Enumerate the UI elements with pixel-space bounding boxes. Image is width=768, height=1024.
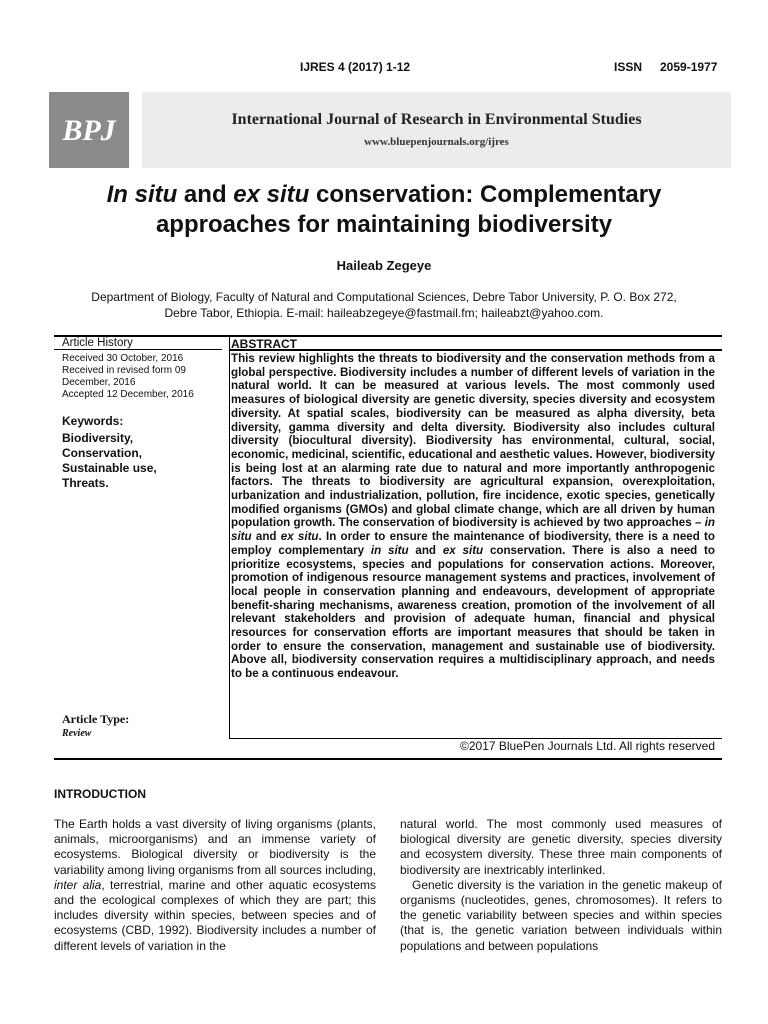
logo-text: BPJ [62,114,116,147]
abstract-text: conservation. There is also a need to prioritize ecosystems, species and populations for conservation actions. Moreover, promotion of indigenous resource management systems and practices, involvement of local people in conservation planning and endeavours, development of appropriate benefit-sharing mechanisms, awareness creation, promotion of the involvement of all relevant stakeholders and provision of adequate human, financial and physical resources for conservation efforts are important measures that should be taken in order to ensure the conservation, management and sustainable use of biodiversity. Above all, biodiversity conservation requires a multidisciplinary approach, and needs to be a continuous endeavour. [231,543,715,681]
abstract-text: and [251,530,281,544]
abstract-emphasis: in situ [231,516,715,544]
abstract-header-underline [229,349,722,351]
body-column-left [54,817,376,954]
abstract-emphasis: ex situ [442,543,484,557]
abstract-text: . In order to ensure the maintenance of biodiversity, there is a need to employ complementary [231,530,716,557]
author-affiliation [60,289,708,321]
accepted-date: Accepted 12 December, 2016 [62,389,194,400]
title-part-4: conservation: Complementary [309,181,662,208]
article-info-bottom-rule [54,758,722,760]
title-part-3: ex situ [233,181,310,208]
issn-label: ISSN [614,60,643,74]
title-part-2: and [177,181,234,208]
abstract-text: and [408,543,443,557]
journal-citation: IJRES 4 (2017) 1-12 [300,60,411,74]
body-text: The Earth holds a vast diversity of living organisms (plants, animals, microorganisms) and an immense variety of ecosystems. Biological diversity or biodiversity is the variability among living organisms from all sources including, [54,817,376,877]
abstract-divider [229,337,230,739]
publisher-logo [49,92,129,168]
article-title [40,180,728,240]
abstract-text: This review highlights the threats to biodiversity and the conservation methods from a global perspective. Biodiversity includes a number of different levels of variation in the natural world. It can be measured at various levels. The most commonly used measures of biological diversity are genetic diversity, species diversity and ecosystem diversity. At spatial scales, biodiversity can be measured as alpha diversity, beta diversity, gamma diversity and delta diversity. Biodiversity also includes cultural diversity (biocultural diversity). Biodiversity has environmental, cultural, social, economic, medicinal, scientific, educational and aesthetic values. However, biodiversity is being lost at an alarming rate due to natural and more importantly anthropogenic factors. The threats to biodiversity are agricultural expansion, overexploitation, urbanization and industrialization, pollution, fire incidence, exotic species, genetically modified organisms (GMOs) and global climate change, which are all driven by human population growth. The conservation of biodiversity is achieved by two approaches – [231,352,715,530]
abstract-emphasis: ex situ [280,530,319,544]
body-column-right [400,817,722,954]
abstract-heading: ABSTRACT [231,337,297,351]
body-paragraph: natural world. The most commonly used measures of biological diversity are genetic diversity, species diversity and ecosystem diversity. These three main components of biodiversity are inextricably interlinked. [400,817,722,877]
issn-value: 2059-1977 [660,60,718,74]
title-part-1: In situ [106,181,178,208]
body-paragraph: Genetic diversity is the variation in the genetic makeup of organisms (nucleotides, genes, chromosomes). It refers to the genetic variability between species and within species (that is, the genetic variation between individuals within populations and between populations [400,877,722,953]
abstract-body [231,352,715,681]
abstract-emphasis: in situ [370,543,409,557]
body-text: , terrestrial, marine and other aquatic ecosystems and the ecological complexes of which they are part; this includes diversity within species, between species and of ecosystems (CBD, 1992). Biodiversity includes a number of different levels of variation in the [54,877,377,953]
revised-date: Received in revised form 09 December, 2016 [62,365,186,388]
journal-name: International Journal of Research in Environmental Studies [231,111,642,128]
keyword-item: Conservation, [62,446,143,460]
keyword-item: Threats. [62,476,109,490]
history-underline [54,349,222,350]
journal-banner-text [142,92,731,168]
article-history-label: Article History [62,337,133,349]
keywords-list [62,431,222,491]
article-dates [62,353,222,401]
body-emphasis: inter alia [54,877,102,892]
article-type-label: Article Type: [62,712,130,726]
received-date: Received 30 October, 2016 [62,353,184,364]
author-name: Haileab Zegeye [336,258,432,273]
journal-banner [49,92,731,168]
article-type-value: Review [62,728,92,739]
keywords-label: Keywords: [62,414,124,428]
keyword-item: Sustainable use, [62,461,157,475]
keyword-item: Biodiversity, [62,431,134,445]
journal-url[interactable]: www.bluepenjournals.org/ijres [364,136,509,148]
affiliation-line-1: Department of Biology, Faculty of Natural and Computational Sciences, Debre Tabor University, P. O. Box 272, [91,290,677,304]
copyright-notice: ©2017 BluePen Journals Ltd. All rights reserved [460,739,715,753]
introduction-heading: INTRODUCTION [54,787,146,801]
title-line-2: approaches for maintaining biodiversity [155,211,613,238]
affiliation-line-2: Debre Tabor, Ethiopia. E-mail: haileabzegeye@fastmail.fm; haileabzt@yahoo.com. [164,306,604,320]
